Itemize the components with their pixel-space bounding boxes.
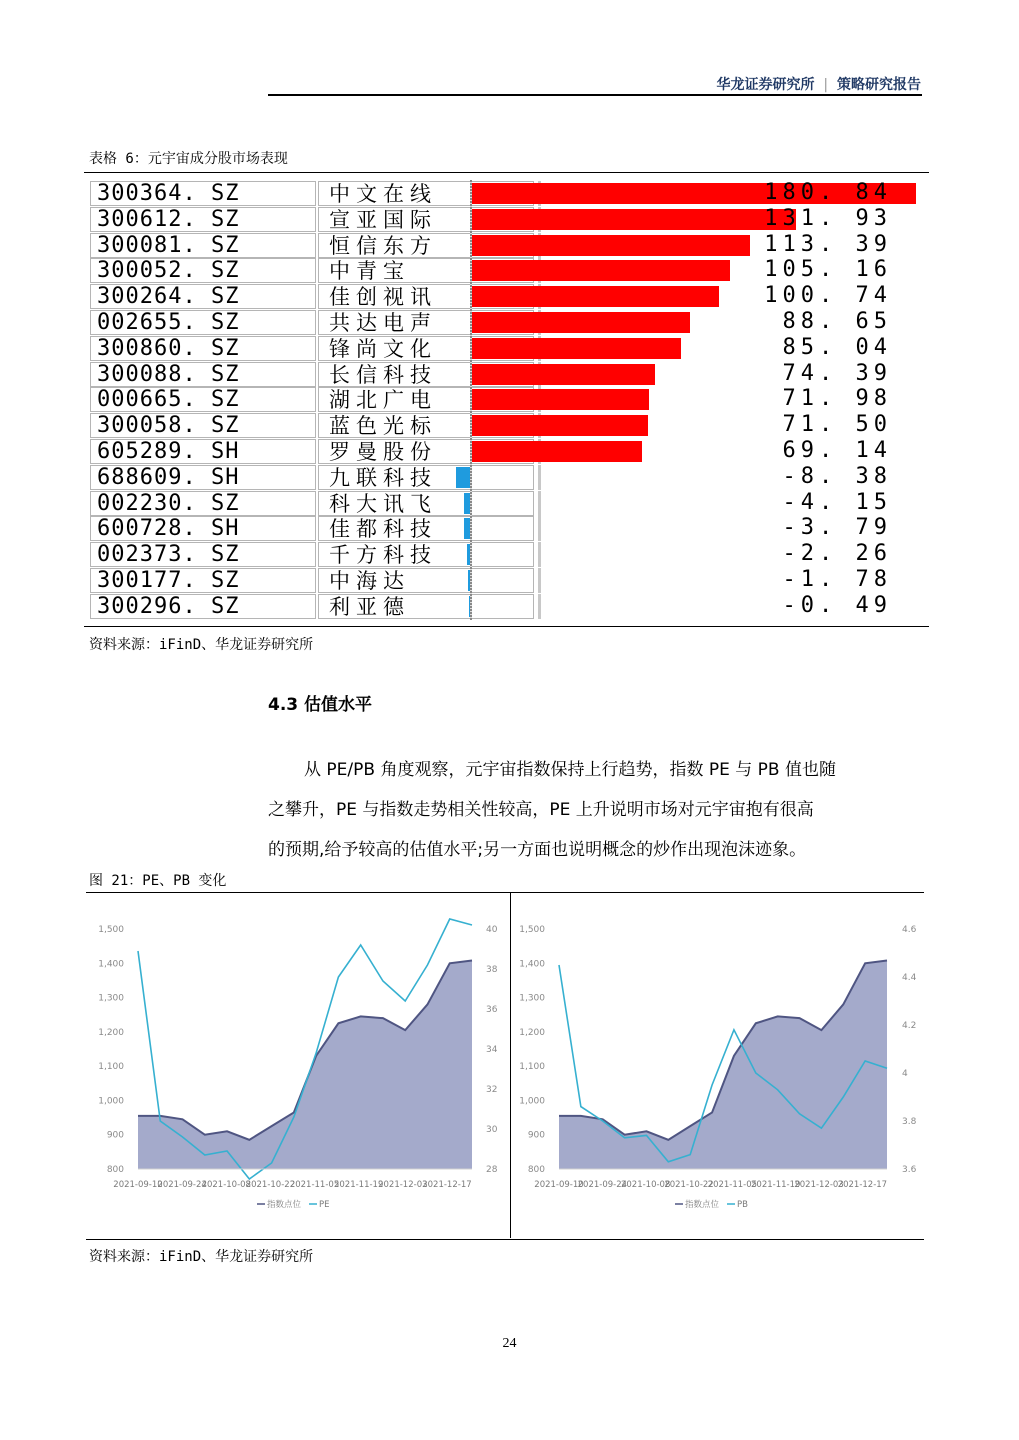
x-axis-tick-label: 2021-09-10	[113, 1180, 163, 1190]
stock-name: 千方科技	[318, 542, 534, 567]
stock-name: 罗曼股份	[318, 439, 534, 464]
performance-bar	[472, 441, 642, 462]
left-axis-tick-label: 900	[527, 1130, 545, 1141]
right-axis-tick-label: 3.6	[902, 1165, 917, 1175]
header-report-type: 策略研究报告	[837, 77, 921, 93]
body-paragraph	[268, 750, 924, 870]
paragraph-line-1: 从 PE/PB 角度观察，元宇宙指数保持上行趋势，指数 PE 与 PB 值也随	[304, 760, 836, 780]
stock-name: 湖北广电	[318, 387, 534, 412]
table-row	[86, 516, 926, 542]
performance-value: 100. 74	[764, 283, 892, 309]
column-separator	[538, 516, 541, 541]
paragraph-line-2: 之攀升，PE 与指数走势相关性较高，PE 上升说明市场对元宇宙抱有很高	[268, 800, 814, 820]
pe-chart	[86, 893, 510, 1239]
x-axis-tick-label: 2021-10-08	[620, 1180, 671, 1190]
column-separator	[538, 542, 541, 567]
left-axis-tick-label: 1,200	[519, 1027, 545, 1038]
stock-code: 300296. SZ	[90, 594, 316, 619]
left-axis-tick-label: 1,300	[98, 993, 124, 1004]
pb-chart	[512, 893, 924, 1239]
table-row	[86, 465, 926, 491]
performance-value: -2. 26	[782, 541, 892, 567]
stock-name: 宣亚国际	[318, 207, 534, 232]
paragraph-line-3: 的预期,给予较高的估值水平;另一方面也说明概念的炒作出现泡沫迹象。	[268, 840, 807, 860]
stock-code: 300264. SZ	[90, 284, 316, 309]
left-axis-tick-label: 1,100	[519, 1062, 545, 1073]
left-axis-tick-label: 900	[106, 1130, 124, 1141]
performance-value: 71. 50	[782, 412, 892, 438]
x-axis-tick-label: 2021-11-19	[751, 1180, 801, 1190]
performance-bar	[472, 235, 750, 256]
table-row	[86, 181, 926, 207]
header-separator: |	[823, 77, 829, 93]
legend-label: PE	[319, 1200, 330, 1210]
performance-bar	[472, 209, 796, 230]
stock-code: 300612. SZ	[90, 207, 316, 232]
right-axis-tick-label: 4.6	[902, 925, 917, 935]
table-row	[86, 568, 926, 594]
performance-value: 131. 93	[764, 205, 892, 231]
stock-name: 科大讯飞	[318, 491, 534, 516]
performance-value: 71. 98	[782, 386, 892, 412]
stock-code: 300088. SZ	[90, 362, 316, 387]
performance-bar	[472, 389, 649, 410]
stock-performance-table	[86, 180, 926, 620]
performance-bar	[456, 467, 471, 488]
report-header	[717, 74, 921, 94]
performance-value: 74. 39	[782, 360, 892, 386]
x-axis-tick-label: 2021-09-24	[157, 1180, 207, 1190]
stock-code: 600728. SH	[90, 516, 316, 541]
table-top-rule	[84, 172, 929, 173]
stock-name: 恒信东方	[318, 233, 534, 258]
x-axis-tick-label: 2021-10-22	[664, 1180, 714, 1190]
stock-code: 688609. SH	[90, 465, 316, 490]
left-axis-tick-label: 1,400	[98, 959, 124, 970]
x-axis-tick-label: 2021-11-19	[333, 1180, 384, 1190]
stock-code: 300052. SZ	[90, 258, 316, 283]
right-axis-tick-label: 40	[486, 925, 498, 935]
table-row	[86, 439, 926, 465]
right-axis-tick-label: 4.4	[902, 973, 917, 983]
left-axis-tick-label: 1,000	[519, 1096, 545, 1107]
left-axis-tick-label: 1,000	[98, 1096, 124, 1107]
stock-code: 300058. SZ	[90, 413, 316, 438]
right-axis-tick-label: 36	[486, 1005, 498, 1015]
stock-code: 002230. SZ	[90, 491, 316, 516]
left-axis-tick-label: 1,500	[98, 925, 124, 935]
stock-code: 002655. SZ	[90, 310, 316, 335]
performance-value: 69. 14	[782, 438, 892, 463]
x-axis-tick-label: 2021-12-17	[422, 1180, 472, 1190]
performance-value: 88. 65	[782, 309, 892, 334]
stock-code: 002373. SZ	[90, 542, 316, 567]
performance-value: 113. 39	[764, 231, 892, 257]
table-row	[86, 362, 926, 388]
left-axis-tick-label: 1,300	[519, 993, 545, 1004]
table-row	[86, 284, 926, 310]
performance-value: -1. 78	[782, 567, 892, 592]
table-row	[86, 491, 926, 517]
column-separator	[538, 491, 541, 516]
stock-name: 锋尚文化	[318, 336, 534, 361]
stock-name: 佳创视讯	[318, 284, 534, 309]
right-axis-tick-label: 4	[902, 1069, 908, 1079]
x-axis-tick-label: 2021-09-24	[577, 1180, 628, 1190]
right-axis-tick-label: 34	[486, 1045, 498, 1055]
header-rule	[268, 94, 922, 96]
right-axis-tick-label: 4.2	[902, 1021, 917, 1031]
stock-code: 300081. SZ	[90, 233, 316, 258]
table-row	[86, 207, 926, 233]
legend-label: 指数点位	[685, 1200, 720, 1210]
performance-bar	[472, 312, 690, 333]
x-axis-tick-label: 2021-11-05	[289, 1180, 340, 1190]
figure-caption: 图 21：PE、PB 变化	[89, 873, 227, 889]
left-axis-tick-label: 1,500	[519, 925, 545, 935]
right-axis-tick-label: 32	[486, 1085, 498, 1095]
right-axis-tick-label: 38	[486, 965, 498, 975]
performance-bar	[472, 260, 730, 281]
bar-axis-line	[470, 180, 472, 620]
table-caption: 表格 6：元宇宙成分股市场表现	[89, 151, 288, 167]
stock-code: 000665. SZ	[90, 387, 316, 412]
x-axis-tick-label: 2021-10-22	[245, 1180, 296, 1190]
figure-divider	[510, 892, 511, 1238]
right-axis-tick-label: 3.8	[902, 1117, 917, 1127]
table-row	[86, 336, 926, 362]
stock-name: 中青宝	[318, 258, 534, 283]
index-level-area	[559, 961, 887, 1169]
legend-label: 指数点位	[267, 1200, 302, 1210]
left-axis-tick-label: 800	[527, 1165, 545, 1175]
stock-name: 中海达	[318, 568, 534, 593]
stock-code: 605289. SH	[90, 439, 316, 464]
column-separator	[538, 568, 541, 593]
performance-bar	[472, 364, 655, 385]
table-row	[86, 258, 926, 284]
column-separator	[538, 594, 541, 619]
page-number: 24	[502, 1336, 517, 1351]
stock-name: 蓝色光标	[318, 413, 534, 438]
column-separator	[538, 465, 541, 490]
stock-code: 300860. SZ	[90, 336, 316, 361]
index-level-area	[138, 961, 472, 1169]
left-axis-tick-label: 1,200	[98, 1027, 124, 1038]
stock-name: 佳都科技	[318, 516, 534, 541]
x-axis-tick-label: 2021-12-03	[378, 1180, 428, 1190]
figure-source: 资料来源：iFinD、华龙证券研究所	[89, 1249, 314, 1265]
x-axis-tick-label: 2021-12-17	[837, 1180, 888, 1190]
performance-value: 180. 84	[764, 180, 892, 205]
table-row	[86, 387, 926, 413]
x-axis-tick-label: 2021-10-08	[201, 1180, 251, 1190]
table-row	[86, 413, 926, 439]
left-axis-tick-label: 1,400	[519, 959, 545, 970]
performance-value: 85. 04	[782, 334, 892, 360]
table-bottom-rule	[84, 626, 929, 627]
stock-name: 九联科技	[318, 465, 534, 490]
performance-value: -8. 38	[782, 463, 892, 489]
stock-name: 中文在线	[318, 181, 534, 206]
left-axis-tick-label: 1,100	[98, 1062, 124, 1073]
performance-bar	[472, 338, 681, 359]
stock-code: 300177. SZ	[90, 568, 316, 593]
right-axis-tick-label: 30	[486, 1125, 498, 1135]
table-row	[86, 233, 926, 259]
performance-value: 105. 16	[764, 257, 892, 283]
table-source: 资料来源：iFinD、华龙证券研究所	[89, 637, 314, 653]
x-axis-tick-label: 2021-12-03	[794, 1180, 844, 1190]
x-axis-tick-label: 2021-11-05	[707, 1180, 758, 1190]
performance-value: -4. 15	[782, 489, 892, 515]
stock-code: 300364. SZ	[90, 181, 316, 206]
performance-value: -3. 79	[782, 515, 892, 541]
table-row	[86, 542, 926, 568]
legend-label: PB	[737, 1200, 748, 1210]
stock-name: 长信科技	[318, 362, 534, 387]
section-title: 4.3 估值水平	[268, 695, 373, 715]
table-row	[86, 594, 926, 620]
stock-name: 共达电声	[318, 310, 534, 335]
header-org: 华龙证券研究所	[716, 77, 815, 93]
performance-bar	[472, 286, 719, 307]
table-row	[86, 310, 926, 336]
right-axis-tick-label: 28	[486, 1165, 498, 1175]
performance-bar	[472, 415, 648, 436]
figure-box	[86, 892, 924, 1240]
x-axis-tick-label: 2021-09-10	[534, 1180, 584, 1190]
stock-name: 利亚德	[318, 594, 534, 619]
left-axis-tick-label: 800	[106, 1165, 124, 1175]
performance-value: -0. 49	[782, 592, 892, 618]
